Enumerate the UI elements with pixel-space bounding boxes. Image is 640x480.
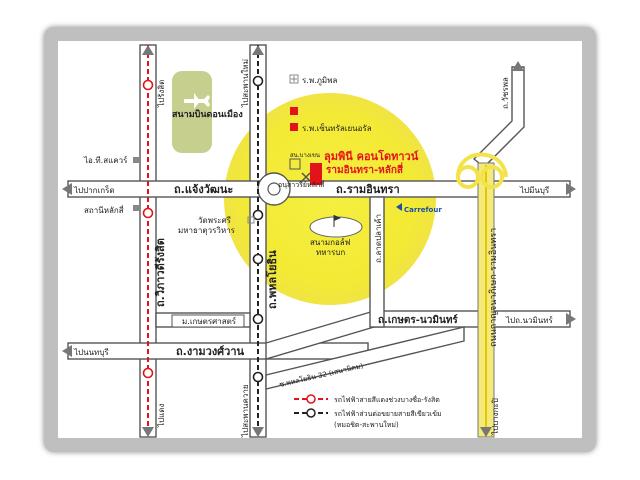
direction-label-pak-kret: ไปปากเกร็ด bbox=[74, 186, 115, 195]
airport-label: สนามบินดอนเมือง bbox=[172, 110, 243, 120]
road-label-kanchanaphisek: ถนนกาญจนาภิเษก-รามอินทรา bbox=[489, 227, 499, 347]
road-label-phahonyothin-soi-32: ซ.พหลโยธิน 32 (เสนานิคม) bbox=[278, 361, 364, 389]
police-station-label: สน.บางเขน bbox=[290, 152, 321, 159]
central-hospital-label: ร.พ.เซ็นทรัลเยนอรัล bbox=[302, 124, 372, 133]
direction-label-saphan-khwai: ไปสะพานควาย bbox=[241, 384, 250, 437]
direction-label-daeng: ไปแดง bbox=[157, 403, 166, 427]
road-label-ram-inthra: ถ.รามอินทรา bbox=[336, 183, 400, 196]
landmark-dot-icon bbox=[133, 157, 139, 163]
road-label-lat-pla-khao: ถ.ลาดปลาเค้า bbox=[374, 213, 383, 263]
golf-course-label: สนามกอล์ฟ bbox=[310, 238, 351, 247]
carrefour-label: Carrefour bbox=[404, 206, 442, 214]
dark-line-station bbox=[254, 255, 263, 264]
golf-course-label-2: ทหารบก bbox=[316, 248, 346, 257]
legend-dark-line-label-1: รถไฟฟ้าส่วนต่อขยายสายสีเขียวเข้ม bbox=[334, 410, 442, 418]
landmark-dot-icon bbox=[133, 205, 139, 211]
legend-red-line-label: รถไฟฟ้าสายสีแดงช่วงบางซื่อ-รังสิต bbox=[334, 396, 440, 404]
legend-dark-station-icon bbox=[307, 409, 315, 417]
dark-line-station bbox=[254, 77, 263, 86]
road-label-vibhavadi: ถ.วิภาวดีรังสิต bbox=[154, 238, 167, 307]
direction-label-saphan-mai: ไปสะพานใหม่ bbox=[241, 59, 250, 107]
direction-label-min-buri: ไปมีนบุรี bbox=[520, 186, 550, 195]
dark-line-station bbox=[254, 211, 263, 220]
red-line-station bbox=[144, 369, 153, 378]
direction-label-nawamin: ไปถ.นวมินทร์ bbox=[506, 316, 553, 325]
direction-label-bang-kapi: ไปบางกะปิ bbox=[491, 398, 500, 435]
it-square-label: ไอ.ที.สแควร์ bbox=[84, 156, 128, 165]
lak-si-station-label: สถานีหลักสี่ bbox=[84, 206, 124, 215]
project-title-line-1: ลุมพินี คอนโดทาวน์ bbox=[324, 150, 419, 163]
monument-label: อนุสาวรีย์หลักสี่ bbox=[278, 181, 325, 189]
kaset-university-label: ม.เกษตรศาสตร์ bbox=[182, 317, 237, 326]
map-canvas bbox=[44, 27, 596, 452]
hospital-marker-icon bbox=[290, 107, 298, 115]
map-frame bbox=[44, 27, 596, 452]
project-title-line-2: รามอินทรา-หลักสี่ bbox=[326, 165, 404, 176]
road-label-phahonyothin: ถ.พหลโยธิน bbox=[266, 250, 279, 309]
wat-phra-sri-label: วัดพระศรี bbox=[198, 216, 231, 225]
red-line-station bbox=[144, 209, 153, 218]
legend-dark-line-label-2: (หมอชิต-สะพานใหม่) bbox=[334, 421, 399, 429]
bhumibol-hospital-label: ร.พ.ภูมิพล bbox=[302, 76, 338, 85]
legend-red-station-icon bbox=[307, 395, 315, 403]
road-label-kaset-nawamin: ถ.เกษตร-นวมินทร์ bbox=[378, 315, 458, 326]
road-label-chaeng-watthana: ถ.แจ้งวัฒนะ bbox=[174, 183, 234, 196]
dark-line-station bbox=[254, 315, 263, 324]
dark-line-station bbox=[254, 373, 263, 382]
road-label-ngam-wong-wan: ถ.งามวงศ์วาน bbox=[176, 345, 245, 358]
maha-that-label: มหาธาตุวรวิหาร bbox=[178, 226, 235, 235]
hospital-marker-icon bbox=[290, 123, 298, 131]
red-line-station bbox=[144, 81, 153, 90]
direction-label-nonthaburi: ไปนนทบุรี bbox=[74, 348, 109, 357]
direction-label-rangsit: ไปรังสิต bbox=[157, 79, 166, 107]
road-label-watcharaphon: ถ.วัชรพล bbox=[501, 77, 510, 109]
